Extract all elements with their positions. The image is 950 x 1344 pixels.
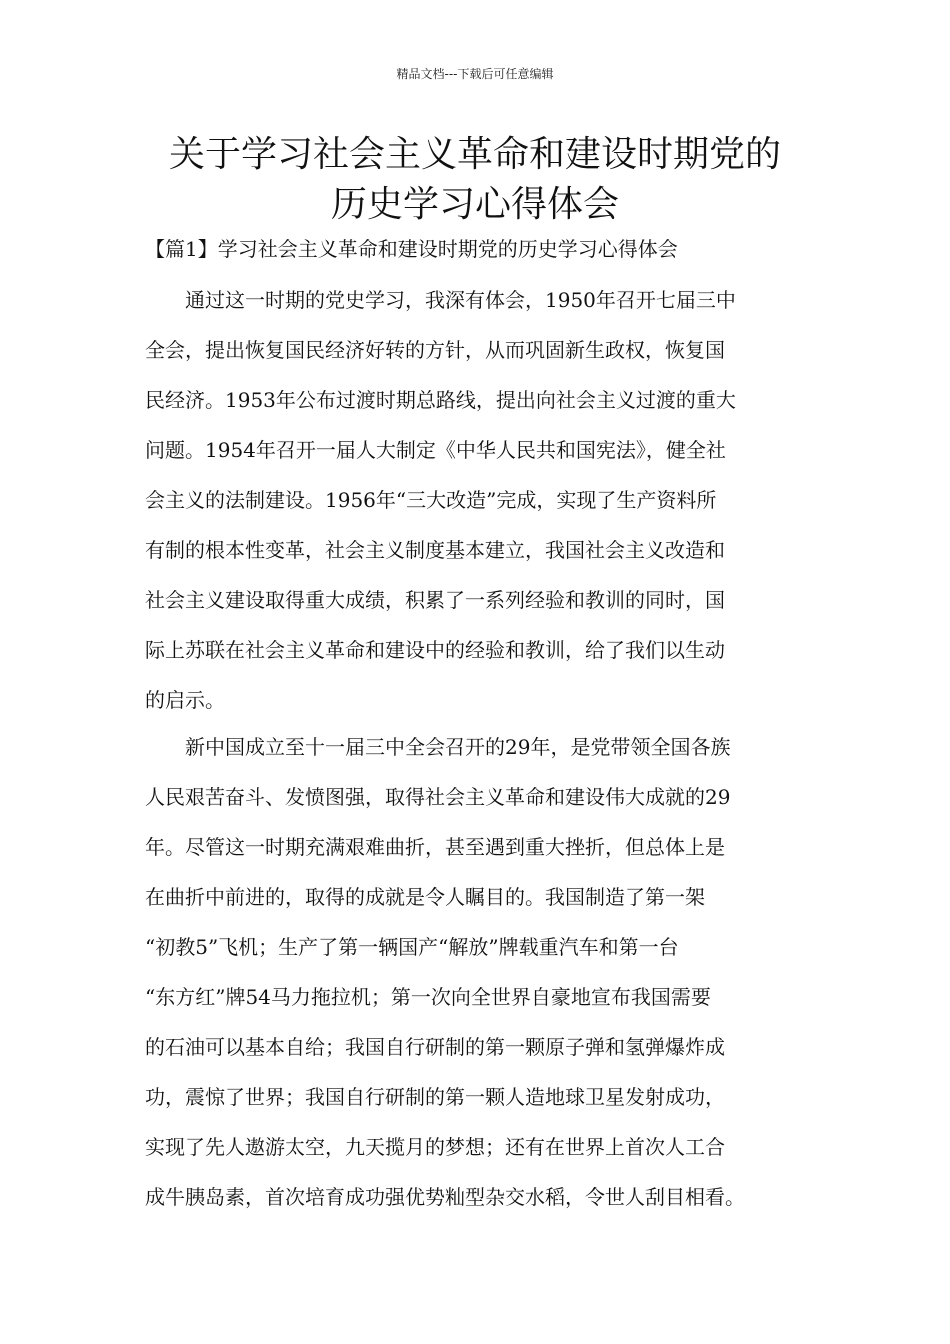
paragraph-line: 有制的根本性变革，社会主义制度基本建立，我国社会主义改造和 (145, 538, 725, 562)
title-line-2: 历史学习心得体会 (330, 184, 619, 225)
paragraph-line: 社会主义建设取得重大成绩，积累了一系列经验和教训的同时，国 (145, 588, 725, 612)
document-title (110, 130, 840, 230)
header-note: 精品文档---下载后可任意编辑 (396, 67, 554, 81)
paragraph-1 (145, 275, 825, 725)
paragraph-line: 在曲折中前进的，取得的成就是令人瞩目的。我国制造了第一架 (145, 885, 705, 909)
paragraph-line: 全会，提出恢复国民经济好转的方针，从而巩固新生政权，恢复国 (145, 338, 725, 362)
paragraph-line: 通过这一时期的党史学习，我深有体会，1950年召开七届三中 (145, 288, 736, 312)
paragraph-line: 的石油可以基本自给；我国自行研制的第一颗原子弹和氢弹爆炸成 (145, 1035, 725, 1059)
paragraph-2 (145, 722, 825, 1222)
paragraph-line: 民经济。1953年公布过渡时期总路线，提出向社会主义过渡的重大 (145, 388, 736, 412)
paragraph-line: 问题。1954年召开一届人大制定《中华人民共和国宪法》，健全社 (145, 438, 726, 462)
section-heading: 【篇1】学习社会主义革命和建设时期党的历史学习心得体会 (145, 237, 678, 261)
paragraph-line: “初教5”飞机；生产了第一辆国产“解放”牌载重汽车和第一台 (145, 935, 679, 959)
paragraph-line: 功，震惊了世界；我国自行研制的第一颗人造地球卫星发射成功， (145, 1085, 725, 1109)
paragraph-line: 会主义的法制建设。1956年“三大改造”完成，实现了生产资料所 (145, 488, 717, 512)
paragraph-line: 年。尽管这一时期充满艰难曲折，甚至遇到重大挫折，但总体上是 (145, 835, 725, 859)
paragraph-line: 实现了先人遨游太空，九天揽月的梦想；还有在世界上首次人工合 (145, 1135, 725, 1159)
paragraph-line: 成牛胰岛素，首次培育成功强优势籼型杂交水稻，令世人刮目相看。 (145, 1185, 745, 1209)
paragraph-line: 人民艰苦奋斗、发愤图强，取得社会主义革命和建设伟大成就的29 (145, 785, 731, 809)
paragraph-line: 新中国成立至十一届三中全会召开的29年，是党带领全国各族 (145, 735, 731, 759)
paragraph-line: “东方红”牌54马力拖拉机；第一次向全世界自豪地宣布我国需要 (145, 985, 711, 1009)
title-line-1: 关于学习社会主义革命和建设时期党的 (168, 134, 781, 175)
paragraph-line: 的启示。 (145, 688, 225, 712)
paragraph-line: 际上苏联在社会主义革命和建设中的经验和教训，给了我们以生动 (145, 638, 725, 662)
